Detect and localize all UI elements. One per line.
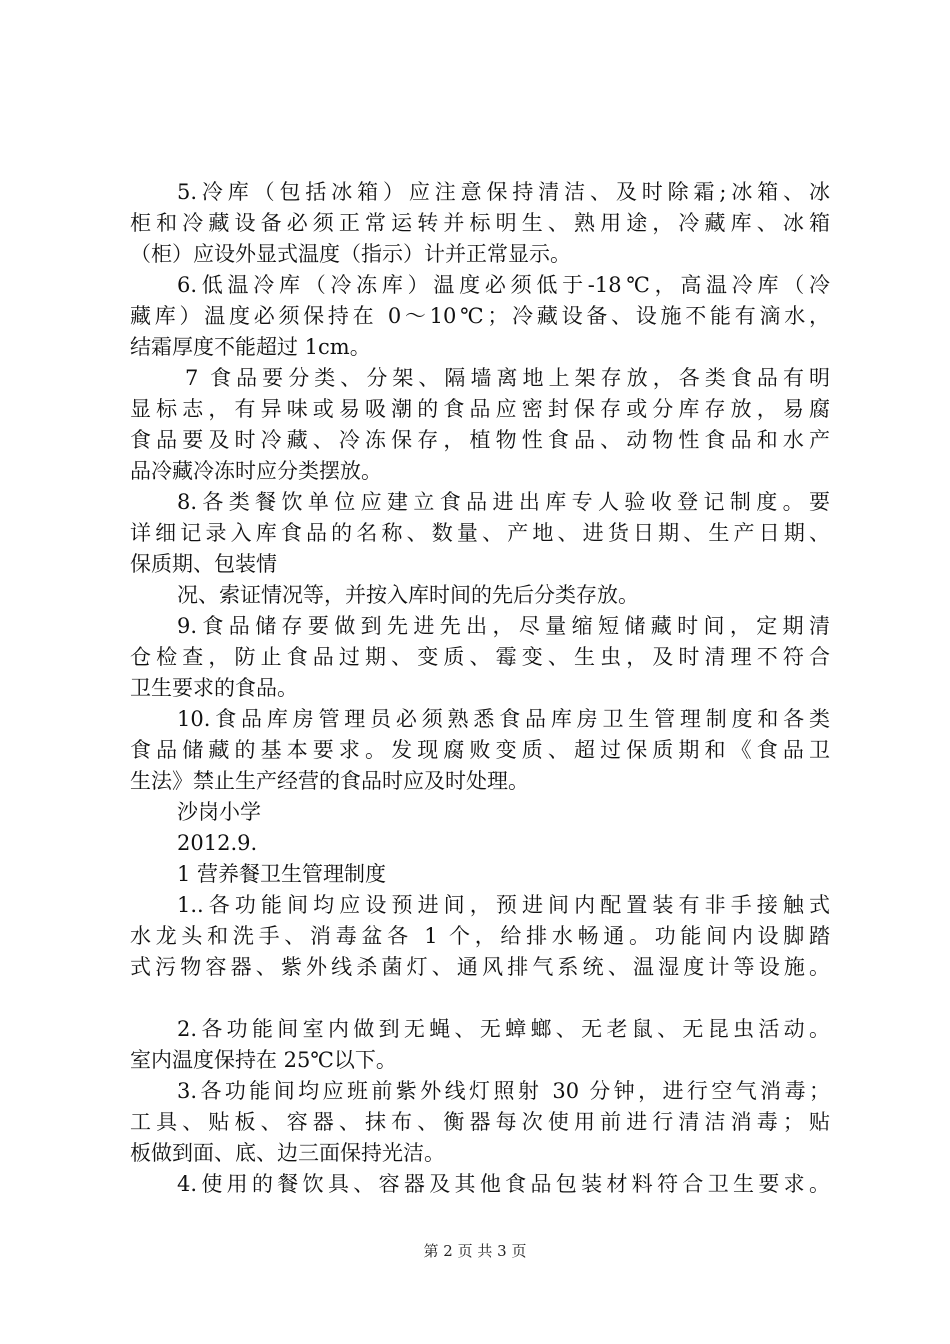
- text-line: 9.食品储存要做到先进先出，尽量缩短储藏时间，定期清: [177, 614, 830, 638]
- page-footer: [0, 1241, 950, 1261]
- text-line: 2.各功能间室内做到无蝇、无蟑螂、无老鼠、无昆虫活动。: [177, 1017, 830, 1041]
- text-line: 5.冷库（包括冰箱）应注意保持清洁、及时除霜;冰箱、冰: [177, 180, 830, 204]
- text-line: 4.使用的餐饮具、容器及其他食品包装材料符合卫生要求。: [177, 1172, 830, 1196]
- text-line: 仓检查，防止食品过期、变质、霉变、生虫，及时清理不符合: [130, 645, 830, 669]
- text-line: 板做到面、底、边三面保持光洁。: [130, 1141, 445, 1165]
- text-line: 工具、贴板、容器、抹布、衡器每次使用前进行清洁消毒；贴: [130, 1110, 830, 1134]
- text-line: 卫生要求的食品。: [130, 676, 298, 700]
- text-line: 室内温度保持在 25℃以下。: [130, 1048, 397, 1072]
- text-line: 详细记录入库食品的名称、数量、产地、进货日期、生产日期、: [130, 521, 830, 545]
- text-line: 食品储藏的基本要求。发现腐败变质、超过保质期和《食品卫: [130, 738, 830, 762]
- text-line: 藏库）温度必须保持在 0～10℃；冷藏设备、设施不能有滴水，: [130, 304, 830, 328]
- text-line: 柜和冷藏设备必须正常运转并标明生、熟用途，冷藏库、冰箱: [130, 211, 830, 235]
- signature-school: 沙岗小学: [177, 800, 261, 824]
- signature-date: 2012.9.: [177, 831, 258, 855]
- text-line: 7 食品要分类、分架、隔墙离地上架存放，各类食品有明: [185, 366, 830, 390]
- section-heading: 1 营养餐卫生管理制度: [177, 862, 387, 886]
- text-line: 保质期、包装情: [130, 552, 277, 576]
- page-number: 第 2 页 共 3 页: [423, 1242, 527, 1260]
- text-line: 8.各类餐饮单位应建立食品进出库专人验收登记制度。要: [177, 490, 830, 514]
- text-line: 6.低温冷库（冷冻库）温度必须低于-18℃，高温冷库（冷: [177, 273, 830, 297]
- text-line: 显标志，有异味或易吸潮的食品应密封保存或分库存放，易腐: [130, 397, 830, 421]
- text-line: （柜）应设外显式温度（指示）计并正常显示。: [130, 242, 571, 266]
- text-line: 3.各功能间均应班前紫外线灯照射 30 分钟，进行空气消毒；: [177, 1079, 830, 1103]
- blank-line: [130, 983, 830, 1014]
- text-line: 品冷藏冷冻时应分类摆放。: [130, 459, 382, 483]
- text-line: 食品要及时冷藏、冷冻保存，植物性食品、动物性食品和水产: [130, 428, 830, 452]
- text-line: 1..各功能间均应设预进间，预进间内配置装有非手接触式: [177, 893, 830, 917]
- text-line: 结霜厚度不能超过 1cm。: [130, 335, 371, 359]
- text-line: 式污物容器、紫外线杀菌灯、通风排气系统、温湿度计等设施。: [130, 955, 830, 979]
- text-line: 况、索证情况等，并按入库时间的先后分类存放。: [177, 583, 639, 607]
- document-body: [130, 177, 830, 1200]
- text-line: 水龙头和洗手、消毒盆各 1 个，给排水畅通。功能间内设脚踏: [130, 924, 830, 948]
- text-line: 生法》禁止生产经营的食品时应及时处理。: [130, 769, 529, 793]
- text-line: 10.食品库房管理员必须熟悉食品库房卫生管理制度和各类: [177, 707, 830, 731]
